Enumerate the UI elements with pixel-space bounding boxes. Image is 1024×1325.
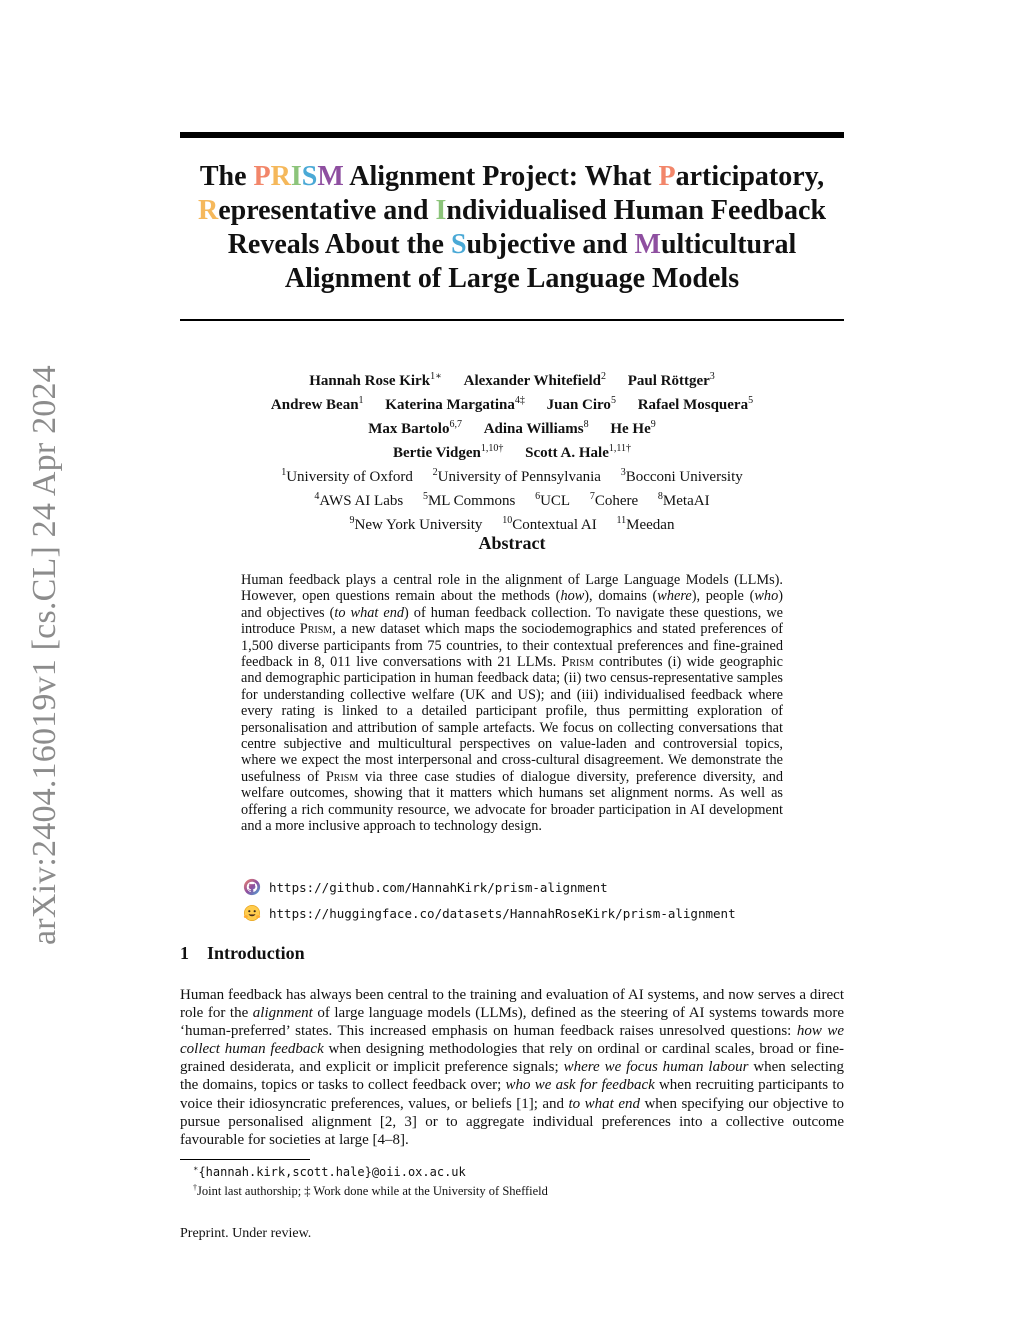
github-link-row[interactable] bbox=[243, 877, 608, 897]
title-letter-p: P bbox=[658, 161, 676, 192]
footnote-rule bbox=[180, 1159, 310, 1160]
affiliation: $^3$Bocconi University bbox=[620, 467, 743, 485]
abstract-text: Human feedback plays a central role in the alignment of Large Language Models (LLMs). However, open questions remain about the methods (how), domains (where), people (who) and objectives (to what end) of human feedback collection. To navigate these questions, we introduce Prism, a new dataset which maps the sociodemographics and stated preferences of 1,500 diverse participants from 75 countries, to their contextual preferences and fine-grained feedback in 8, 011 live conversations with 21 LLMs. Prism contributes (i) wide geographic and demographic participation in human feedback data; (ii) two census-representative samples for understanding collective welfare (UK and US); and (iii) individualised feedback where every rating is linked to a detailed participant profile, thus permitting exploration of personalisation and attribution of sample artefacts. We focus on collecting conversations that centre subjective and multicultural perspectives on value-laden and controversial topics, where we expect the most interpersonal and cross-cultural disagreement. We demonstrate the usefulness of Prism via three case studies of dialogue diversity, preference diversity, and welfare outcomes, showing that it matters which humans set alignment norms. As well as offering a rich community resource, we advocate for broader participation in AI development and a more inclusive approach to technology design. bbox=[241, 572, 783, 835]
section-number: 1 bbox=[180, 943, 189, 963]
affiliation: $^4$AWS AI Labs bbox=[314, 491, 404, 509]
section-heading bbox=[180, 943, 305, 964]
author-name: Juan Ciro$^5$ bbox=[546, 395, 616, 413]
title-letter-i: I bbox=[435, 195, 447, 226]
hugging-face-icon bbox=[243, 904, 261, 922]
title-letter-p: P bbox=[253, 161, 271, 192]
title-text: epresentative and bbox=[218, 195, 436, 226]
title-letter-r: R bbox=[270, 161, 291, 192]
author-row bbox=[180, 415, 844, 439]
arxiv-identifier: arXiv:2404.16019v1 [cs.CL] 24 Apr 2024 bbox=[26, 365, 63, 945]
affiliation-row bbox=[180, 511, 844, 535]
title-text: ubjective and bbox=[466, 229, 635, 260]
prism-name: Prism bbox=[299, 621, 333, 638]
affiliation: $^8$MetaAI bbox=[657, 491, 710, 509]
author-name: Paul Röttger$^3$ bbox=[627, 371, 715, 389]
author-name: Scott A. Hale$^{1,11\dagger}$ bbox=[525, 443, 632, 461]
author-name: Rafael Mosquera$^5$ bbox=[637, 395, 754, 413]
prism-name: Prism bbox=[325, 768, 359, 785]
affiliation-row bbox=[180, 463, 844, 487]
affiliation: $^6$UCL bbox=[535, 491, 571, 509]
title-bottom-rule bbox=[180, 319, 844, 321]
title-text: Reveals About the bbox=[227, 229, 451, 260]
affiliation-row bbox=[180, 487, 844, 511]
title-text: Alignment of Large Language Models bbox=[284, 263, 740, 294]
author-name: Bertie Vidgen$^{1,10\dagger}$ bbox=[392, 443, 504, 461]
footnote-email: ∗{hannah.kirk,scott.hale}@oii.ox.ac.uk bbox=[193, 1164, 466, 1180]
paper-title bbox=[180, 160, 844, 296]
author-row bbox=[180, 391, 844, 415]
footnote-authorship: †Joint last authorship; ‡ Work done while at the University of Sheffield bbox=[193, 1183, 548, 1199]
prism-name: Prism bbox=[561, 654, 594, 671]
title-letter-m: M bbox=[634, 229, 661, 260]
affiliation: $^7$Cohere bbox=[589, 491, 639, 509]
author-row bbox=[180, 439, 844, 463]
title-text: The bbox=[199, 161, 254, 192]
title-letter-r: R bbox=[197, 195, 219, 226]
section-title: Introduction bbox=[207, 943, 305, 963]
title-top-rule bbox=[180, 132, 844, 138]
github-link[interactable]: https://github.com/HannahKirk/prism-alignment bbox=[269, 879, 608, 895]
affiliation: $^5$ML Commons bbox=[422, 491, 516, 509]
title-letter-m: M bbox=[317, 161, 344, 192]
affiliation: $^{10}$Contextual AI bbox=[502, 515, 597, 533]
huggingface-link[interactable]: https://huggingface.co/datasets/HannahRoseKirk/prism-alignment bbox=[269, 905, 736, 921]
title-text: articipatory, bbox=[675, 161, 825, 192]
author-name: Andrew Bean$^1$ bbox=[270, 395, 364, 413]
github-icon bbox=[243, 878, 261, 896]
preprint-note: Preprint. Under review. bbox=[180, 1226, 312, 1241]
author-name: He He$^9$ bbox=[610, 419, 656, 437]
huggingface-link-row[interactable] bbox=[243, 903, 736, 923]
author-block bbox=[180, 367, 844, 535]
title-text: ulticultural bbox=[660, 229, 797, 260]
affiliation: $^{11}$Meedan bbox=[616, 515, 675, 533]
author-name: Max Bartolo$^{6,7}$ bbox=[368, 419, 462, 437]
affiliation: $^1$University of Oxford bbox=[281, 467, 413, 485]
title-text: ndividualised Human Feedback bbox=[446, 195, 827, 226]
author-name: Alexander Whitefield$^2$ bbox=[463, 371, 606, 389]
title-letter-s: S bbox=[450, 229, 467, 260]
affiliation: $^9$New York University bbox=[349, 515, 483, 533]
abstract-heading: Abstract bbox=[478, 533, 546, 553]
author-name: Adina Williams$^8$ bbox=[483, 419, 589, 437]
introduction-paragraph: Human feedback has always been central to the training and evaluation of AI systems, and now serves a direct role for the alignment of large language models (LLMs), defined as the steering of AI systems towards more ‘human-preferred’ states. This increased emphasis on human feedback raises unresolved questions: how we collect human feedback when designing methodologies that rely on ordinal or cardinal scales, broad or fine-grained desiderata, and explicit or implicit preference signals; where we focus human labour when selecting the domains, topics or tasks to collect feedback over; who we ask for feedback when recruiting participants to voice their idiosyncratic preferences, values, or beliefs [1]; and to what end when specifying our objective to pursue personalised alignment [2, 3] or to aggregate individual preferences into a collective outcome favourable for societies at large [4–8]. bbox=[180, 987, 845, 1148]
author-name: Katerina Margatina$^{4\ddagger}$ bbox=[385, 395, 525, 413]
title-letter-i: I bbox=[290, 161, 302, 192]
title-text: Alignment Project: What bbox=[343, 161, 659, 192]
author-name: Hannah Rose Kirk$^{1∗}$ bbox=[309, 371, 442, 389]
title-letter-s: S bbox=[301, 161, 318, 192]
affiliation: $^2$University of Pennsylvania bbox=[432, 467, 601, 485]
author-row bbox=[180, 367, 844, 391]
